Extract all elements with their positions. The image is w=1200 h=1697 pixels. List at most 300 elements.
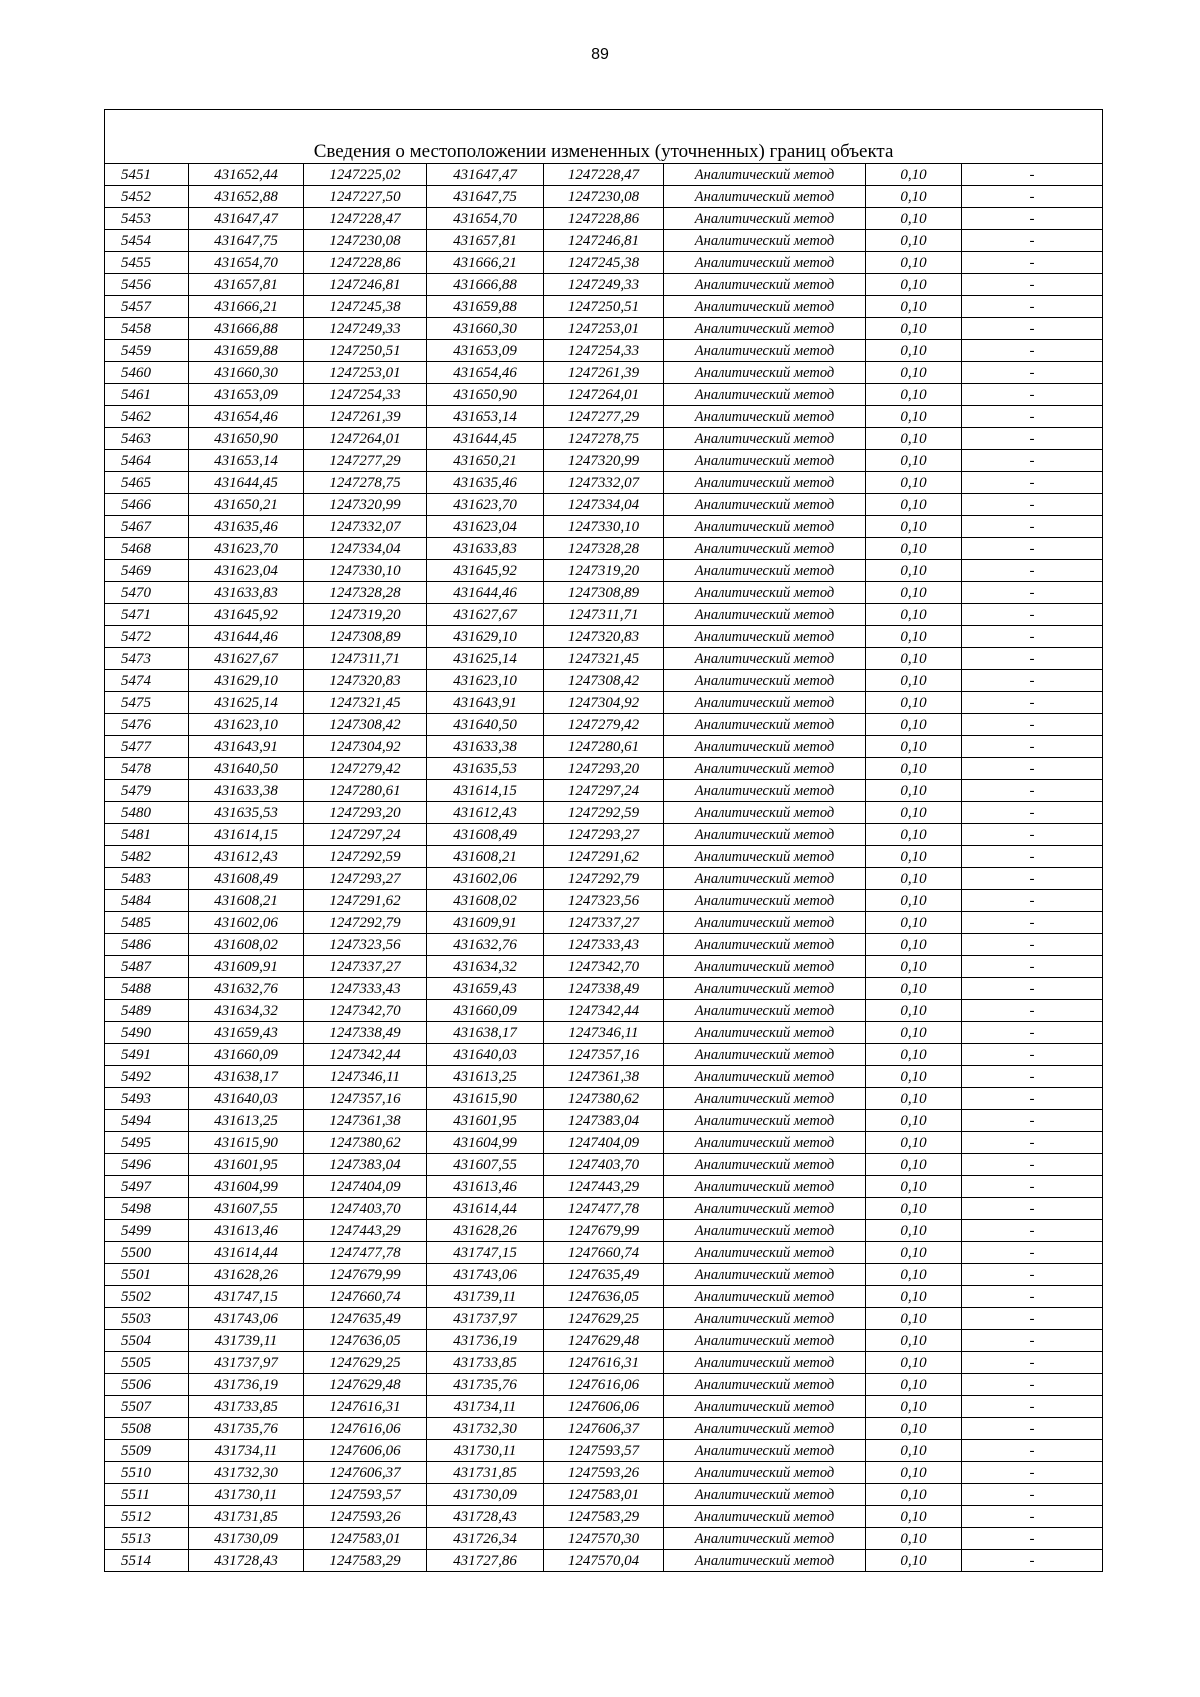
x-new-cell: 431653,14 [427,406,544,428]
y-new-cell: 1247443,29 [544,1176,664,1198]
point-number-cell: 5492 [105,1066,189,1088]
x-old-cell: 431734,11 [189,1440,304,1462]
x-old-cell: 431628,26 [189,1264,304,1286]
method-cell: Аналитический метод [664,1462,866,1484]
y-new-cell: 1247261,39 [544,362,664,384]
y-old-cell: 1247361,38 [304,1110,427,1132]
point-number-cell: 5473 [105,648,189,670]
table-row [105,758,1103,780]
y-new-cell: 1247291,62 [544,846,664,868]
y-new-cell: 1247477,78 [544,1198,664,1220]
x-old-cell: 431601,95 [189,1154,304,1176]
point-number-cell: 5469 [105,560,189,582]
method-cell: Аналитический метод [664,1308,866,1330]
method-cell: Аналитический метод [664,274,866,296]
point-number-cell: 5460 [105,362,189,384]
method-cell: Аналитический метод [664,208,866,230]
x-new-cell: 431747,15 [427,1242,544,1264]
x-new-cell: 431602,06 [427,868,544,890]
accuracy-cell: 0,10 [866,1330,962,1352]
method-cell: Аналитический метод [664,670,866,692]
x-old-cell: 431623,04 [189,560,304,582]
y-new-cell: 1247660,74 [544,1242,664,1264]
y-new-cell: 1247333,43 [544,934,664,956]
point-number-cell: 5456 [105,274,189,296]
method-cell: Аналитический метод [664,802,866,824]
y-new-cell: 1247319,20 [544,560,664,582]
y-old-cell: 1247230,08 [304,230,427,252]
x-new-cell: 431734,11 [427,1396,544,1418]
x-old-cell: 431647,75 [189,230,304,252]
accuracy-cell: 0,10 [866,362,962,384]
description-cell: - [962,824,1103,846]
description-cell: - [962,186,1103,208]
x-old-cell: 431653,09 [189,384,304,406]
x-new-cell: 431633,83 [427,538,544,560]
y-new-cell: 1247629,48 [544,1330,664,1352]
point-number-cell: 5512 [105,1506,189,1528]
point-number-cell: 5477 [105,736,189,758]
y-new-cell: 1247606,06 [544,1396,664,1418]
description-cell: - [962,516,1103,538]
description-cell: - [962,626,1103,648]
description-cell: - [962,670,1103,692]
description-cell: - [962,582,1103,604]
y-old-cell: 1247660,74 [304,1286,427,1308]
y-old-cell: 1247332,07 [304,516,427,538]
table-row [105,670,1103,692]
method-cell: Аналитический метод [664,890,866,912]
x-old-cell: 431659,43 [189,1022,304,1044]
point-number-cell: 5510 [105,1462,189,1484]
y-new-cell: 1247606,37 [544,1418,664,1440]
table-row [105,230,1103,252]
x-new-cell: 431653,09 [427,340,544,362]
description-cell: - [962,1000,1103,1022]
table-row [105,1176,1103,1198]
y-old-cell: 1247333,43 [304,978,427,1000]
y-new-cell: 1247616,31 [544,1352,664,1374]
y-new-cell: 1247570,30 [544,1528,664,1550]
x-new-cell: 431739,11 [427,1286,544,1308]
description-cell: - [962,1088,1103,1110]
description-cell: - [962,318,1103,340]
x-old-cell: 431612,43 [189,846,304,868]
y-old-cell: 1247616,06 [304,1418,427,1440]
accuracy-cell: 0,10 [866,802,962,824]
table-row [105,736,1103,758]
point-number-cell: 5491 [105,1044,189,1066]
table-row [105,384,1103,406]
x-old-cell: 431615,90 [189,1132,304,1154]
table-row [105,1286,1103,1308]
y-new-cell: 1247583,01 [544,1484,664,1506]
y-new-cell: 1247334,04 [544,494,664,516]
x-old-cell: 431659,88 [189,340,304,362]
x-new-cell: 431659,43 [427,978,544,1000]
table-row [105,1198,1103,1220]
accuracy-cell: 0,10 [866,494,962,516]
method-cell: Аналитический метод [664,1286,866,1308]
method-cell: Аналитический метод [664,252,866,274]
point-number-cell: 5476 [105,714,189,736]
accuracy-cell: 0,10 [866,1264,962,1286]
point-number-cell: 5511 [105,1484,189,1506]
y-new-cell: 1247629,25 [544,1308,664,1330]
method-cell: Аналитический метод [664,384,866,406]
boundary-coordinates-table [104,109,1103,1572]
table-row [105,560,1103,582]
method-cell: Аналитический метод [664,758,866,780]
point-number-cell: 5504 [105,1330,189,1352]
table-row [105,1330,1103,1352]
table-row [105,186,1103,208]
x-new-cell: 431634,32 [427,956,544,978]
x-old-cell: 431625,14 [189,692,304,714]
x-new-cell: 431735,76 [427,1374,544,1396]
accuracy-cell: 0,10 [866,1176,962,1198]
y-new-cell: 1247245,38 [544,252,664,274]
description-cell: - [962,384,1103,406]
point-number-cell: 5462 [105,406,189,428]
y-old-cell: 1247319,20 [304,604,427,626]
point-number-cell: 5489 [105,1000,189,1022]
x-new-cell: 431614,15 [427,780,544,802]
method-cell: Аналитический метод [664,1022,866,1044]
y-new-cell: 1247249,33 [544,274,664,296]
table-row [105,164,1103,186]
description-cell: - [962,560,1103,582]
x-old-cell: 431645,92 [189,604,304,626]
y-new-cell: 1247338,49 [544,978,664,1000]
description-cell: - [962,1352,1103,1374]
x-old-cell: 431633,38 [189,780,304,802]
point-number-cell: 5482 [105,846,189,868]
table-row [105,1264,1103,1286]
y-old-cell: 1247250,51 [304,340,427,362]
description-cell: - [962,890,1103,912]
method-cell: Аналитический метод [664,538,866,560]
point-number-cell: 5496 [105,1154,189,1176]
accuracy-cell: 0,10 [866,1044,962,1066]
method-cell: Аналитический метод [664,1000,866,1022]
accuracy-cell: 0,10 [866,1286,962,1308]
point-number-cell: 5499 [105,1220,189,1242]
table-row [105,868,1103,890]
x-new-cell: 431635,53 [427,758,544,780]
description-cell: - [962,1528,1103,1550]
point-number-cell: 5465 [105,472,189,494]
y-old-cell: 1247323,56 [304,934,427,956]
description-cell: - [962,1154,1103,1176]
accuracy-cell: 0,10 [866,890,962,912]
description-cell: - [962,1176,1103,1198]
table-row [105,780,1103,802]
description-cell: - [962,736,1103,758]
method-cell: Аналитический метод [664,1198,866,1220]
description-cell: - [962,846,1103,868]
accuracy-cell: 0,10 [866,1440,962,1462]
x-new-cell: 431736,19 [427,1330,544,1352]
point-number-cell: 5461 [105,384,189,406]
x-old-cell: 431635,53 [189,802,304,824]
point-number-cell: 5509 [105,1440,189,1462]
table-row [105,1396,1103,1418]
description-cell: - [962,956,1103,978]
y-new-cell: 1247570,04 [544,1550,664,1572]
description-cell: - [962,1462,1103,1484]
point-number-cell: 5481 [105,824,189,846]
method-cell: Аналитический метод [664,230,866,252]
x-new-cell: 431737,97 [427,1308,544,1330]
table-row [105,934,1103,956]
method-cell: Аналитический метод [664,1374,866,1396]
x-new-cell: 431659,88 [427,296,544,318]
method-cell: Аналитический метод [664,626,866,648]
table-row [105,604,1103,626]
point-number-cell: 5479 [105,780,189,802]
accuracy-cell: 0,10 [866,428,962,450]
y-new-cell: 1247616,06 [544,1374,664,1396]
x-old-cell: 431614,15 [189,824,304,846]
x-old-cell: 431732,30 [189,1462,304,1484]
method-cell: Аналитический метод [664,736,866,758]
x-new-cell: 431647,47 [427,164,544,186]
accuracy-cell: 0,10 [866,846,962,868]
accuracy-cell: 0,10 [866,252,962,274]
x-new-cell: 431607,55 [427,1154,544,1176]
y-old-cell: 1247593,26 [304,1506,427,1528]
point-number-cell: 5508 [105,1418,189,1440]
method-cell: Аналитический метод [664,1154,866,1176]
accuracy-cell: 0,10 [866,560,962,582]
y-old-cell: 1247320,83 [304,670,427,692]
y-old-cell: 1247308,89 [304,626,427,648]
point-number-cell: 5505 [105,1352,189,1374]
y-old-cell: 1247279,42 [304,758,427,780]
method-cell: Аналитический метод [664,1528,866,1550]
y-old-cell: 1247292,59 [304,846,427,868]
y-old-cell: 1247334,04 [304,538,427,560]
accuracy-cell: 0,10 [866,1110,962,1132]
x-new-cell: 431726,34 [427,1528,544,1550]
point-number-cell: 5503 [105,1308,189,1330]
accuracy-cell: 0,10 [866,978,962,1000]
method-cell: Аналитический метод [664,296,866,318]
y-new-cell: 1247403,70 [544,1154,664,1176]
point-number-cell: 5501 [105,1264,189,1286]
description-cell: - [962,472,1103,494]
y-old-cell: 1247593,57 [304,1484,427,1506]
x-old-cell: 431735,76 [189,1418,304,1440]
y-new-cell: 1247308,42 [544,670,664,692]
point-number-cell: 5474 [105,670,189,692]
method-cell: Аналитический метод [664,450,866,472]
x-new-cell: 431633,38 [427,736,544,758]
table-row [105,714,1103,736]
table-row [105,208,1103,230]
description-cell: - [962,296,1103,318]
x-new-cell: 431645,92 [427,560,544,582]
accuracy-cell: 0,10 [866,1220,962,1242]
y-old-cell: 1247404,09 [304,1176,427,1198]
x-new-cell: 431666,21 [427,252,544,274]
x-old-cell: 431737,97 [189,1352,304,1374]
method-cell: Аналитический метод [664,1352,866,1374]
y-new-cell: 1247278,75 [544,428,664,450]
method-cell: Аналитический метод [664,824,866,846]
x-old-cell: 431627,67 [189,648,304,670]
y-new-cell: 1247308,89 [544,582,664,604]
y-old-cell: 1247293,20 [304,802,427,824]
x-new-cell: 431613,25 [427,1066,544,1088]
x-new-cell: 431632,76 [427,934,544,956]
accuracy-cell: 0,10 [866,1308,962,1330]
accuracy-cell: 0,10 [866,758,962,780]
table-row [105,582,1103,604]
method-cell: Аналитический метод [664,1088,866,1110]
accuracy-cell: 0,10 [866,1198,962,1220]
x-old-cell: 431640,03 [189,1088,304,1110]
description-cell: - [962,494,1103,516]
y-old-cell: 1247380,62 [304,1132,427,1154]
method-cell: Аналитический метод [664,1044,866,1066]
y-new-cell: 1247636,05 [544,1286,664,1308]
point-number-cell: 5500 [105,1242,189,1264]
method-cell: Аналитический метод [664,1440,866,1462]
point-number-cell: 5468 [105,538,189,560]
description-cell: - [962,868,1103,890]
y-old-cell: 1247228,86 [304,252,427,274]
x-new-cell: 431623,10 [427,670,544,692]
method-cell: Аналитический метод [664,406,866,428]
method-cell: Аналитический метод [664,692,866,714]
point-number-cell: 5490 [105,1022,189,1044]
y-old-cell: 1247583,01 [304,1528,427,1550]
description-cell: - [962,978,1103,1000]
accuracy-cell: 0,10 [866,736,962,758]
accuracy-cell: 0,10 [866,1088,962,1110]
table-row [105,1220,1103,1242]
accuracy-cell: 0,10 [866,692,962,714]
x-new-cell: 431623,70 [427,494,544,516]
table-row [105,626,1103,648]
description-cell: - [962,1550,1103,1572]
x-old-cell: 431728,43 [189,1550,304,1572]
x-old-cell: 431653,14 [189,450,304,472]
x-old-cell: 431660,09 [189,1044,304,1066]
x-old-cell: 431634,32 [189,1000,304,1022]
point-number-cell: 5455 [105,252,189,274]
accuracy-cell: 0,10 [866,1242,962,1264]
y-new-cell: 1247321,45 [544,648,664,670]
y-old-cell: 1247583,29 [304,1550,427,1572]
x-new-cell: 431644,45 [427,428,544,450]
table-row [105,824,1103,846]
description-cell: - [962,1396,1103,1418]
point-number-cell: 5506 [105,1374,189,1396]
x-new-cell: 431614,44 [427,1198,544,1220]
y-old-cell: 1247635,49 [304,1308,427,1330]
x-new-cell: 431609,91 [427,912,544,934]
description-cell: - [962,164,1103,186]
description-cell: - [962,1132,1103,1154]
y-new-cell: 1247593,26 [544,1462,664,1484]
x-new-cell: 431627,67 [427,604,544,626]
description-cell: - [962,208,1103,230]
point-number-cell: 5485 [105,912,189,934]
x-old-cell: 431743,06 [189,1308,304,1330]
point-number-cell: 5488 [105,978,189,1000]
point-number-cell: 5502 [105,1286,189,1308]
y-old-cell: 1247277,29 [304,450,427,472]
table-row [105,538,1103,560]
x-new-cell: 431625,14 [427,648,544,670]
y-old-cell: 1247346,11 [304,1066,427,1088]
accuracy-cell: 0,10 [866,472,962,494]
y-old-cell: 1247606,06 [304,1440,427,1462]
description-cell: - [962,1198,1103,1220]
x-old-cell: 431731,85 [189,1506,304,1528]
x-old-cell: 431638,17 [189,1066,304,1088]
accuracy-cell: 0,10 [866,648,962,670]
table-row [105,318,1103,340]
x-new-cell: 431650,21 [427,450,544,472]
x-old-cell: 431632,76 [189,978,304,1000]
method-cell: Аналитический метод [664,1418,866,1440]
accuracy-cell: 0,10 [866,868,962,890]
y-new-cell: 1247297,24 [544,780,664,802]
y-old-cell: 1247249,33 [304,318,427,340]
description-cell: - [962,230,1103,252]
x-new-cell: 431654,70 [427,208,544,230]
y-new-cell: 1247330,10 [544,516,664,538]
y-new-cell: 1247357,16 [544,1044,664,1066]
y-new-cell: 1247228,47 [544,164,664,186]
point-number-cell: 5459 [105,340,189,362]
point-number-cell: 5472 [105,626,189,648]
accuracy-cell: 0,10 [866,340,962,362]
x-new-cell: 431730,11 [427,1440,544,1462]
y-old-cell: 1247254,33 [304,384,427,406]
table-row [105,1110,1103,1132]
method-cell: Аналитический метод [664,846,866,868]
y-new-cell: 1247280,61 [544,736,664,758]
x-new-cell: 431638,17 [427,1022,544,1044]
y-old-cell: 1247328,28 [304,582,427,604]
method-cell: Аналитический метод [664,362,866,384]
table-row [105,802,1103,824]
y-new-cell: 1247583,29 [544,1506,664,1528]
x-new-cell: 431612,43 [427,802,544,824]
method-cell: Аналитический метод [664,1132,866,1154]
method-cell: Аналитический метод [664,1506,866,1528]
y-new-cell: 1247320,99 [544,450,664,472]
table-row [105,1088,1103,1110]
description-cell: - [962,428,1103,450]
method-cell: Аналитический метод [664,648,866,670]
point-number-cell: 5478 [105,758,189,780]
method-cell: Аналитический метод [664,1550,866,1572]
y-old-cell: 1247383,04 [304,1154,427,1176]
description-cell: - [962,1044,1103,1066]
accuracy-cell: 0,10 [866,670,962,692]
x-old-cell: 431739,11 [189,1330,304,1352]
x-old-cell: 431608,21 [189,890,304,912]
x-old-cell: 431623,10 [189,714,304,736]
x-old-cell: 431613,46 [189,1220,304,1242]
accuracy-cell: 0,10 [866,956,962,978]
